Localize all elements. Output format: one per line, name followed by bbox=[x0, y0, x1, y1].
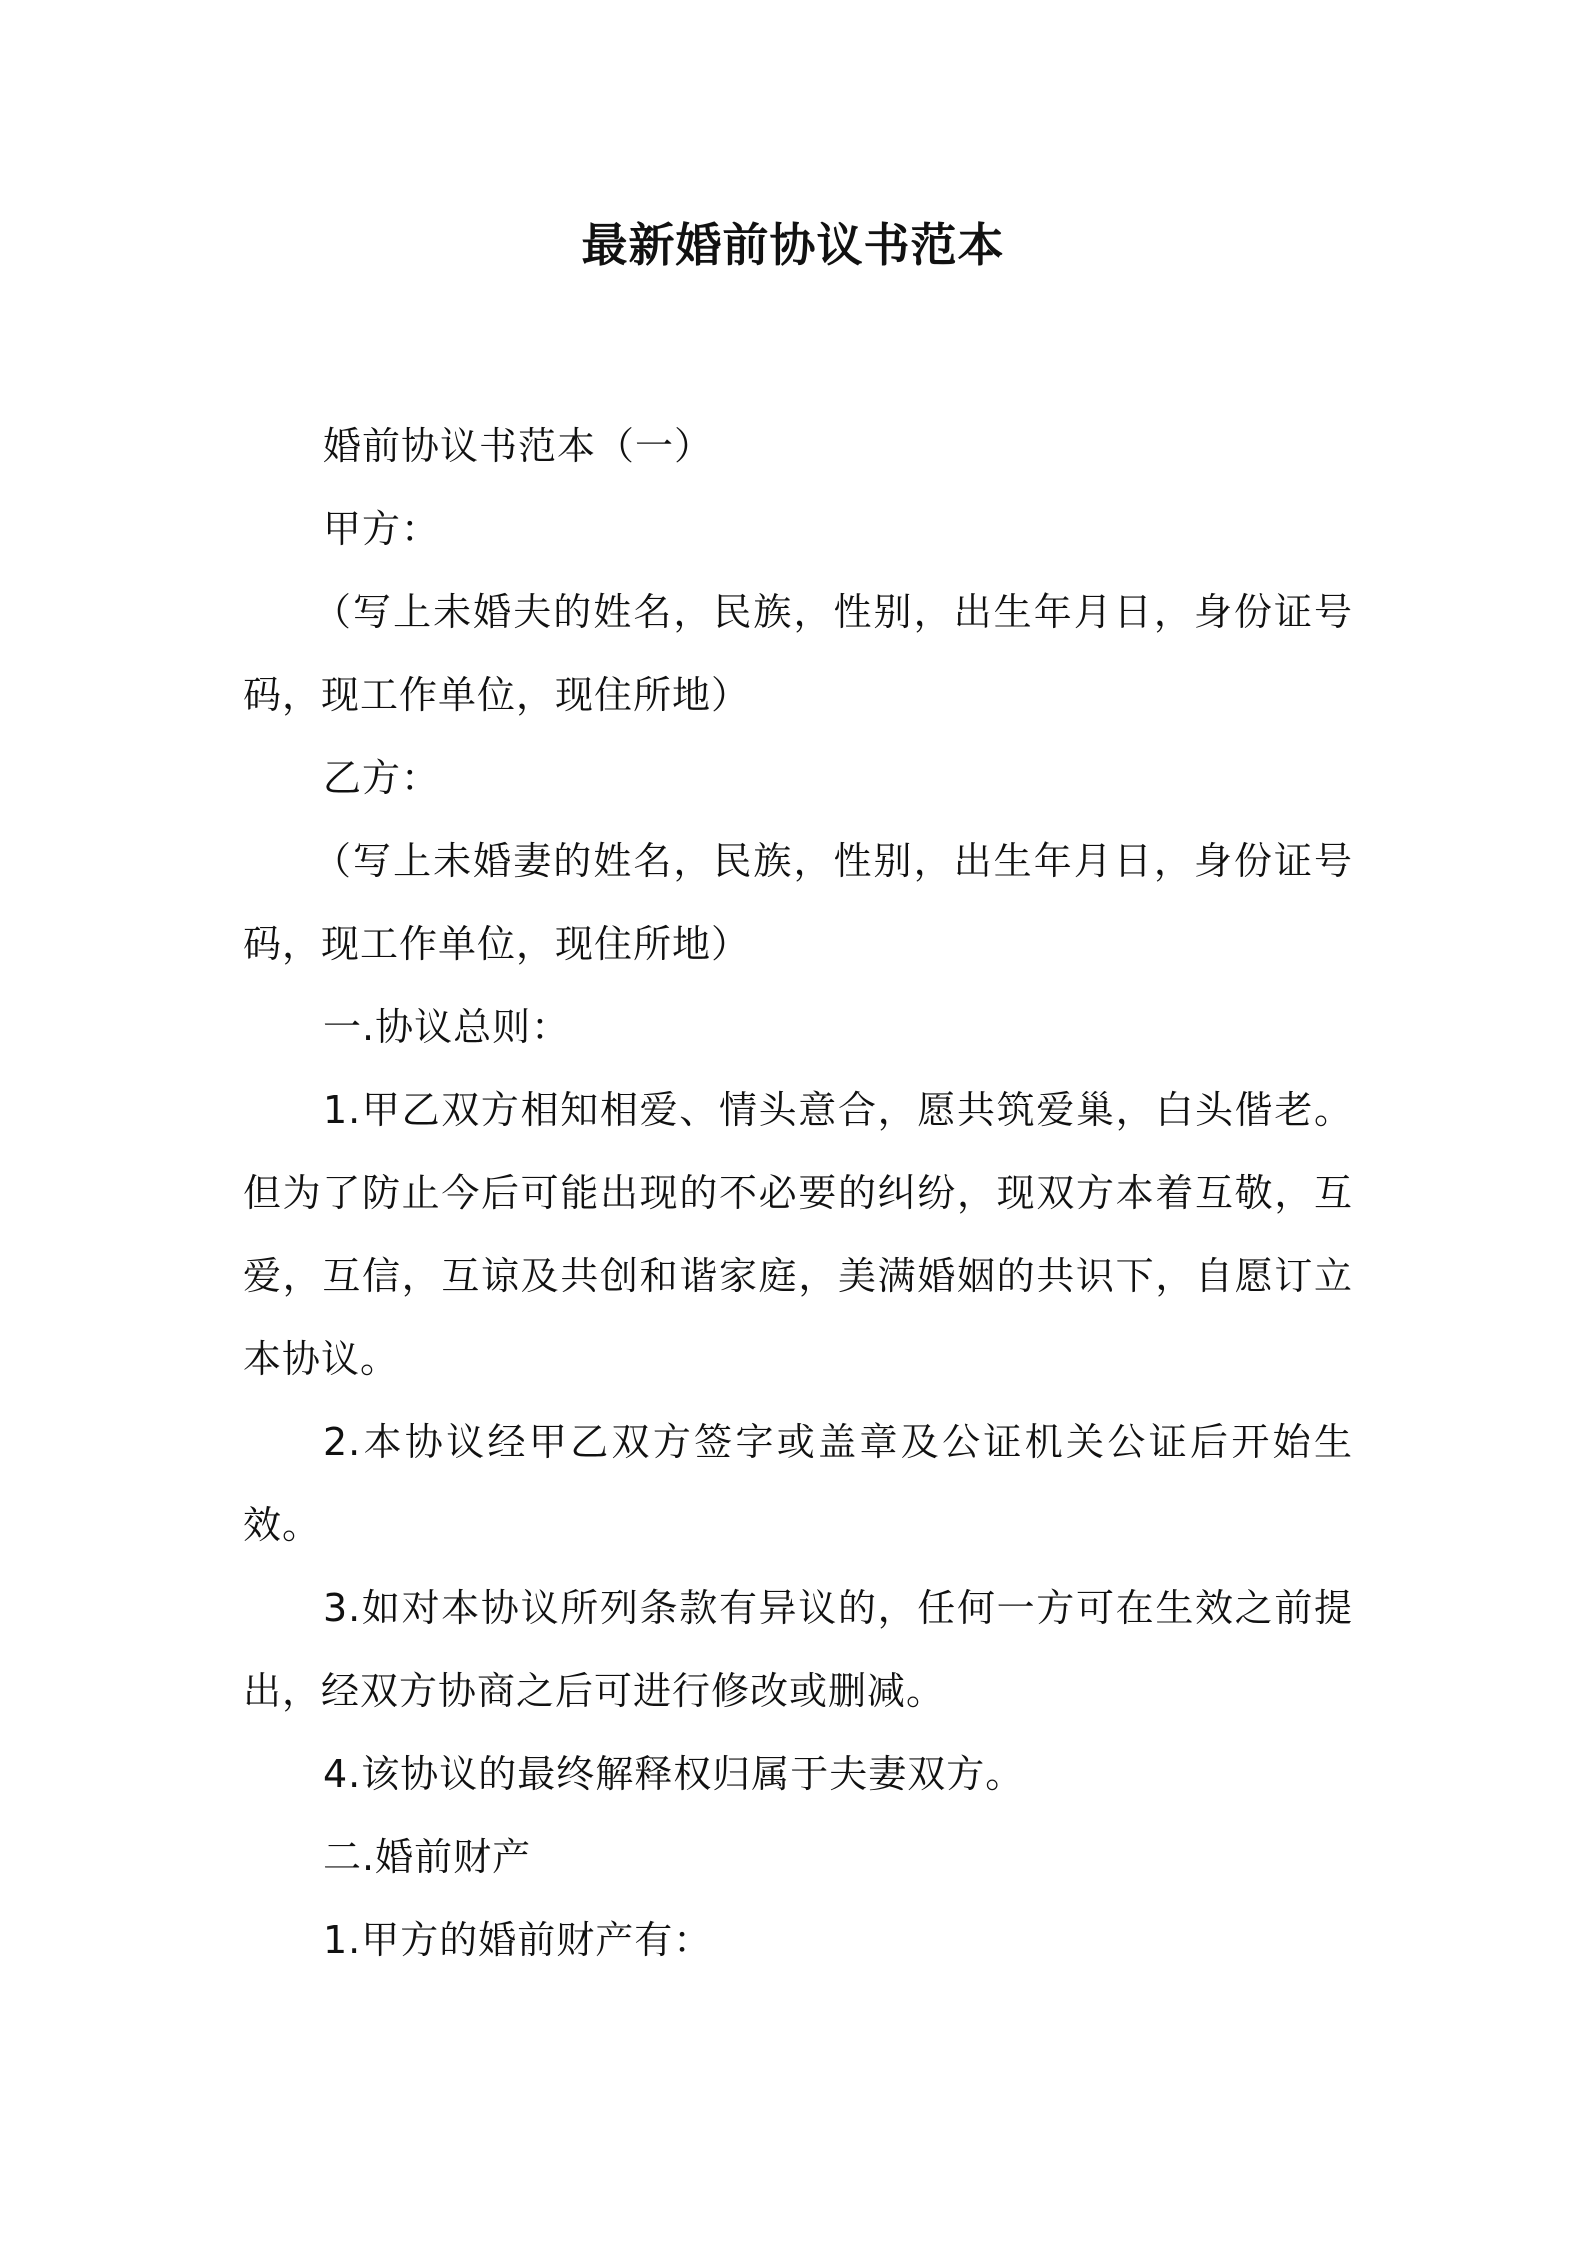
document-body bbox=[243, 405, 1353, 1982]
section-heading-general-provisions: 一.协议总则： bbox=[323, 1005, 571, 1049]
party-b-instructions: （写上未婚妻的姓名，民族，性别，出生年月日，身份证号码，现工作单位，现住所地） bbox=[243, 839, 1353, 966]
party-b-label: 乙方： bbox=[323, 756, 441, 800]
clause-2: 2.本协议经甲乙双方签字或盖章及公证机关公证后开始生效。 bbox=[243, 1420, 1353, 1547]
property-clause-1: 1.甲方的婚前财产有： bbox=[323, 1918, 713, 1962]
party-a-instructions: （写上未婚夫的姓名，民族，性别，出生年月日，身份证号码，现工作单位，现住所地） bbox=[243, 590, 1353, 717]
section-heading-sample-one: 婚前协议书范本（一） bbox=[323, 424, 714, 468]
clause-3: 3.如对本协议所列条款有异议的，任何一方可在生效之前提出，经双方协商之后可进行修改或删减。 bbox=[243, 1586, 1353, 1713]
party-a-label: 甲方： bbox=[323, 507, 441, 551]
document-title: 最新婚前协议书范本 bbox=[581, 218, 1005, 272]
clause-4: 4.该协议的最终解释权归属于夫妻双方。 bbox=[323, 1752, 1025, 1796]
section-heading-premarital-property: 二.婚前财产 bbox=[323, 1835, 532, 1879]
clause-1: 1.甲乙双方相知相爱、情头意合，愿共筑爱巢，白头偕老。但为了防止今后可能出现的不必要的纠纷，现双方本着互敬，互爱，互信，互谅及共创和谐家庭，美满婚姻的共识下，自愿订立本协议。 bbox=[243, 1088, 1353, 1381]
